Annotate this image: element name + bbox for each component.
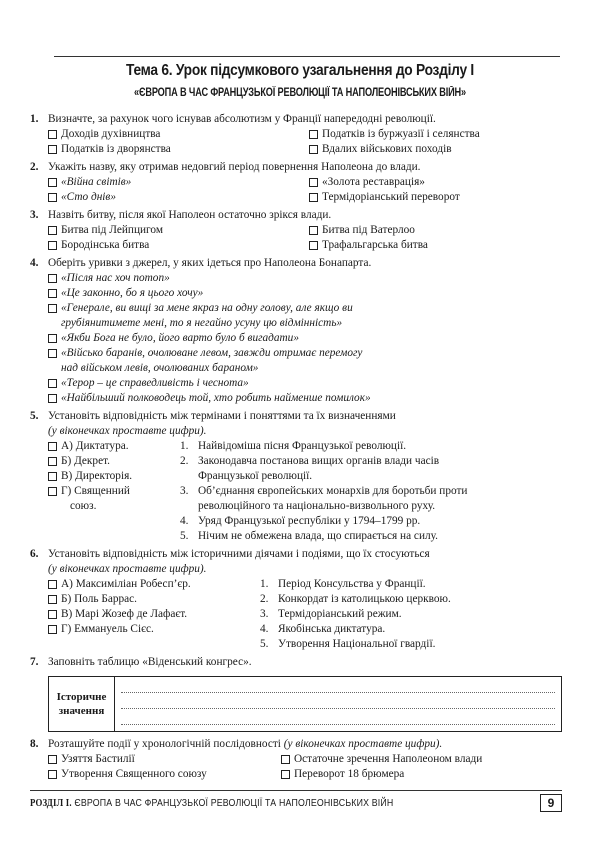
option: Узяття Бастилії [48,752,273,767]
checkbox[interactable] [48,130,57,139]
question-text: Назвіть битву, після якої Наполеон остаточно зрікся влади. [48,209,332,221]
answer-box[interactable] [48,487,57,496]
definitions-column [180,439,562,544]
question-text: Оберіть уривки з джерел, у яких ідеться про Наполеона Бонапарта. [48,257,372,269]
question-number: 3. [30,209,39,221]
option: «Терор – це справедливість і чеснота» [48,376,562,391]
checkbox[interactable] [309,145,318,154]
checkbox[interactable] [48,289,57,298]
terms-column [48,439,176,544]
question-number: 5. [30,410,39,422]
option: Податків із буржуазії і селянства [309,127,562,142]
option: «Генерале, ви вищі за мене якраз на одну голову, але якщо ви [48,301,562,316]
event: 3. Термідоріанський режим. [260,608,402,620]
figure: Г) Еммануель Сієс. [48,622,256,637]
option: Остаточне зречення Наполеоном влади [281,752,562,767]
term-continuation: союз. [70,500,97,512]
answer-lines[interactable] [115,677,561,731]
checkbox[interactable] [309,241,318,250]
questions [30,112,562,782]
question-number: 2. [30,161,39,173]
question-3 [30,208,562,253]
checkbox[interactable] [48,334,57,343]
answer-box[interactable] [48,755,57,764]
question-hint: (у віконечках проставте цифри). [48,563,207,575]
option: «Військо баранів, очолюване левом, завжди отримає перемогу [48,346,562,361]
answer-box[interactable] [48,442,57,451]
question-number: 8. [30,738,39,750]
option: Переворот 18 брюмера [281,767,562,782]
definition: 2. Законодавча постанова вищих органів влади часів [180,455,440,467]
question-4 [30,256,562,406]
checkbox[interactable] [48,379,57,388]
question-number: 7. [30,656,39,668]
option: «Це законно, бо я цього хочу» [48,286,562,301]
option: «Золота реставрація» [309,175,562,190]
definition: 5. Нічим не обмежена влада, що спирається на силу. [180,530,438,542]
checkbox[interactable] [309,226,318,235]
checkbox[interactable] [48,394,57,403]
event: 1. Період Консульства у Франції. [260,578,426,590]
answer-box[interactable] [48,472,57,481]
option: Битва під Лейпцигом [48,223,301,238]
option: «Якби Бога не було, його варто було б вигадати» [48,331,562,346]
answer-box[interactable] [48,580,57,589]
checkbox[interactable] [48,241,57,250]
option: Битва під Ватерлоо [309,223,562,238]
page-footer [30,790,562,816]
option: Утворення Священного союзу [48,767,273,782]
checkbox[interactable] [309,130,318,139]
checkbox[interactable] [48,304,57,313]
table-row-label: Історичне значення [49,677,115,731]
definition: революційного та національно-визвольного руху. [198,500,436,512]
top-rule [54,56,560,57]
option: «Найбільший полководець той, хто робить найменше помилок» [48,391,562,406]
term: Б) Декрет. [48,454,176,469]
answer-box[interactable] [48,770,57,779]
option: «Сто днів» [48,190,301,205]
question-8 [30,737,562,782]
answer-box[interactable] [281,770,290,779]
question-text: Укажіть назву, яку отримав недовгий період повернення Наполеона до влади. [48,161,421,173]
checkbox[interactable] [48,349,57,358]
option: Бородінська битва [48,238,301,253]
page-number: 9 [540,794,562,812]
definition: Французької революції. [198,470,313,482]
page-subtitle: «ЄВРОПА В ЧАС ФРАНЦУЗЬКОЇ РЕВОЛЮЦІЇ ТА НАПОЛЕОНІВСЬКИХ ВІЙН» [134,87,466,99]
definition: 4. Уряд Французької республіки у 1794–1799 рр. [180,515,421,527]
option: Податків із дворянства [48,142,301,157]
question-text: Установіть відповідність між термінами і поняттями та їх визначеннями [48,410,396,422]
checkbox[interactable] [309,178,318,187]
option-continuation: над військом левів, очолюваних бараном» [61,362,259,374]
events-column [260,577,562,652]
figure: Б) Поль Баррас. [48,592,256,607]
option-continuation: грубіянитимете мені, то я негайно усуну цю відмінність» [61,317,343,329]
event: 2. Конкордат із католицькою церквою. [260,593,451,605]
page-title: Тема 6. Урок підсумкового узагальнення до Розділу І [125,62,475,79]
question-text: Розташуйте події у хронологічній послідовності (у віконечках проставте цифри). [48,738,443,750]
option: Трафальгарська битва [309,238,562,253]
definition: 3. Об’єднання європейських монархів для боротьби проти [180,485,468,497]
figure: В) Марі Жозеф де Лафаєт. [48,607,256,622]
event: 4. Якобінська диктатура. [260,623,386,635]
checkbox[interactable] [48,193,57,202]
answer-box[interactable] [48,595,57,604]
figures-column [48,577,256,652]
option: Термідоріанський переворот [309,190,562,205]
question-5 [30,409,562,544]
question-text: Визначте, за рахунок чого існував абсолютизм у Франції напередодні революції. [48,113,436,125]
term: А) Диктатура. [48,439,176,454]
checkbox[interactable] [48,226,57,235]
figure: А) Максиміліан Робесп’єр. [48,577,256,592]
term: Г) Священний [48,484,176,499]
question-6 [30,547,562,652]
answer-box[interactable] [48,625,57,634]
question-2 [30,160,562,205]
option: Вдалих військових походів [309,142,562,157]
definition: 1. Найвідоміша пісня Французької революції. [180,440,407,452]
option: Доходів духівництва [48,127,301,142]
checkbox[interactable] [309,193,318,202]
vienna-congress-table [48,676,562,732]
footer-section-title: РОЗДІЛ І. ЄВРОПА В ЧАС ФРАНЦУЗЬКОЇ РЕВОЛЮЦІЇ ТА НАПОЛЕОНІВСЬКИХ ВІЙН [30,798,394,809]
term: В) Директорія. [48,469,176,484]
question-1 [30,112,562,157]
checkbox[interactable] [48,178,57,187]
option: «Війна світів» [48,175,301,190]
event: 5. Утворення Національної гвардії. [260,638,436,650]
question-number: 4. [30,257,39,269]
question-hint: (у віконечках проставте цифри). [48,425,207,437]
question-text: Заповніть таблицю «Віденський конгрес». [48,656,252,668]
question-text: Установіть відповідність між історичними діячами і подіями, що їх стосуються [48,548,430,560]
checkbox[interactable] [48,274,57,283]
answer-box[interactable] [48,457,57,466]
option: «Після нас хоч потоп» [48,271,562,286]
question-number: 1. [30,113,39,125]
answer-box[interactable] [281,755,290,764]
question-7 [30,655,562,670]
checkbox[interactable] [48,145,57,154]
question-number: 6. [30,548,39,560]
answer-box[interactable] [48,610,57,619]
